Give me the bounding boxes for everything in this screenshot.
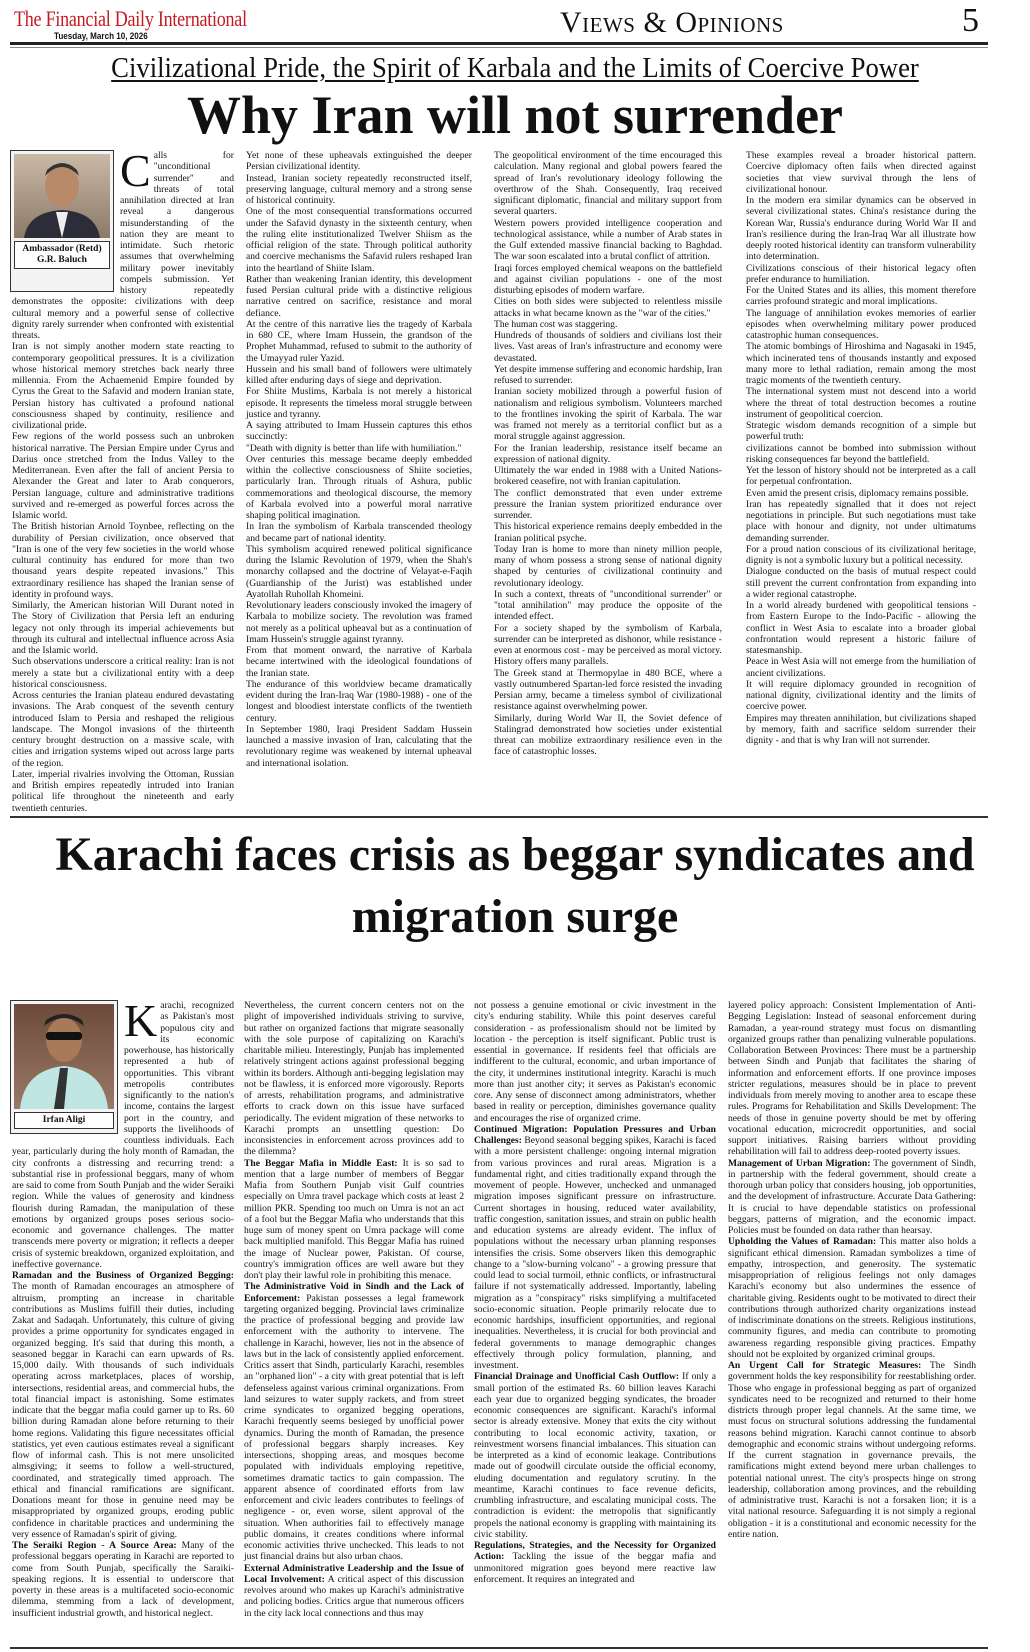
paragraph-text: Cities on both sides were subjected to relentless missile attacks in what became known as the "war of the cities." [494,296,722,319]
paragraph-text: Many of the professional beggars operating in Karachi are reported to come from South Punjab, specifically the Saraiki-speaking regions. It is essential to underscore that poverty in these areas is a multifaceted socio-economic dilemma, stemming from a lack of development, insufficient industrial growth, and historical neglect. [12,1540,234,1619]
issue-date: Tuesday, March 10, 2026 [54,31,148,41]
paragraph-text: Strategic wisdom demands recognition of a simple but powerful truth: [746,420,976,443]
paragraph-text: Hussein and his small band of followers were ultimately killed after enduring days of siege and deprivation. [246,363,472,386]
author-name: G.R. Baluch [37,255,87,265]
paragraph-text: Tackling the issue of the beggar mafia and unmonitored migration goes beyond mere reactive law enforcement. It requires an integrated and [474,1551,716,1585]
subheading: Ramadan and the Business of Organized Begging: [12,1270,234,1281]
paragraph [494,623,722,657]
paragraph-text: Across centuries the Iranian plateau endured devastating invasions. The Arab conquest of the seventh century introduced Islam to Persia and reshaped the religious landscape. The Mongol invasions of the thirteenth century brought destruction on a massive scale, with cities and irrigation systems wiped out across large parts of the region. [12,690,234,769]
subheading: The Seraiki Region - A Source Area: [12,1540,177,1551]
paragraph [494,330,722,364]
paragraph-text: In the modern era similar dynamics can be observed in several civilizational states. China's resistance during the Korean War, Russia's endurance during World War II and Iran's resilience during the Iran-Iraq War all illustrate how deeply rooted historical identity can transform vulnerability into determination. [746,195,976,263]
paragraph [12,1540,234,1619]
paragraph [494,668,722,713]
paragraph-text: Iraqi forces employed chemical weapons on the battlefield and against civilian populations - one of the most disturbing episodes of modern warfare. [494,262,722,296]
paragraph-text: Yet despite immense suffering and economic hardship, Iran refused to surrender. [494,363,722,386]
paragraph-text: Iranian society mobilized through a powerful fusion of nationalism and religious symbolism. Volunteers marched to the frontlines invoking the spirit of Karbala. The war was framed not merely as a territorial conflict but as a moral struggle against aggression. [494,386,722,443]
paragraph [728,1000,976,1158]
paragraph [746,499,976,544]
paragraph [494,713,722,758]
header-rule [10,42,988,45]
paragraph [746,566,976,600]
paragraph-text: Today Iran is home to more than ninety million people, many of whom possess a strong sense of national dignity shaped by centuries of civilizational continuity and revolutionary ideology. [494,543,722,589]
paragraph [246,319,472,364]
paragraph-text: This historical experience remains deeply embedded in the Iranian political psyche. [494,521,722,544]
paragraph [246,600,472,645]
paragraph-text: From that moment onward, the narrative of Karbala became intertwined with the ideological foundations of the Iranian state. [246,645,472,679]
paragraph [494,296,722,319]
paragraph [494,443,722,466]
drop-cap: K [124,995,158,1046]
paragraph-text: This matter also holds a significant ethical dimension. Ramadan symbolizes a time of empathy, introspection, and generosity. The systematic misappropriation of religious feelings not only damages Karachi's economy but also undermines the essence of charitable giving. Residents ought to be motivated to direct their contributions through authorized charity organizations instead of indiscriminate donations on the streets. Religious institutions, community figures, and media can contribute to promoting awareness regarding responsible giving practices. Empathy should not be exploited by organized criminal groups. [728,1236,976,1360]
paragraph-text: Peace in West Asia will not emerge from the humiliation of ancient civilizations. [746,656,976,679]
paragraph-text: At the centre of this narrative lies the tragedy of Karbala in 680 CE, where Imam Hussein, the grandson of the Prophet Muhammad, refused to submit to the authority of the Umayyad ruler Yazid. [246,318,472,364]
subheading: Regulations, Strategies, and the Necessity for Organized Action: [474,1540,716,1563]
paragraph [746,263,976,286]
paragraph-text: History offers many parallels. [494,656,609,668]
paragraph [244,1563,464,1619]
paragraph [246,420,472,443]
paragraph-text: Nevertheless, the current concern centers not on the plight of impoverished individuals striving to survive, but rather on organized factions that migrate seasonally with the sole purpose of capitalizing on Karachi's charitable milieu. Interestingly, Punjab has implemented relatively stringent actions against professional begging within its borders. Although anti-begging legislation may not be flawless, it is enforced more vigorously. Reports of arrests, rehabilitation programs, and administrative efforts to crack down on this issue have surfaced periodically. The evident migration of these networks to Karachi prompts an unsettling question: Do inconsistencies in enforcement across provinces add to the dilemma? [244,1000,464,1158]
paragraph [494,521,722,544]
paragraph-text: A saying attributed to Imam Hussein captures this ethos succinctly: [246,420,472,443]
paragraph-text: alls for "unconditional surrender" and threats of total annihilation directed at Iran reveal a dangerous misunderstanding of the nation they are meant to intimidate. Such rhetoric assumes that overwhelming military power inevitably compels submission. Yet history repeatedly demonstrates the opposite: civilizations with deep cultural memory and a powerful sense of collective dignity rarely surrender when confronted with existential threats. [12,150,234,341]
paragraph-text: This symbolism acquired renewed political significance during the Islamic Revolution of 1979, when the Shah's monarchy collapsed and the doctrine of Velayat-e-Faqih (Guardianship of the Jurist) was established under Ayatollah Ruhollah Khomeini. [246,543,472,600]
paragraph [246,443,472,454]
paragraph [246,364,472,387]
paragraph [246,645,472,679]
paragraph-text: arachi, recognized as Pakistan's most populous city and its economic powerhouse, has historically represented a hub of opportunities. This vibrant metropolis contributes significantly to the nation's income, contains the largest port in the country, and supports the livelihoods of countless individuals. Each year, particularly during the holy month of Ramadan, the city confronts a distressing and recurring trend: a substantial rise in professional beggars, many of whom are said to come from South Punjab and the wider Seraiki region. While the values of generosity and kindness flourish during Ramadan, the manipulation of these emotions by organized groups poses serious socio-economic and governance challenges. The matter transcends mere poverty or migration; it reflects a deeper crisis of systemic breakdown, organized exploitation, and ineffective governance. [12,1000,234,1270]
paragraph-text: The language of annihilation evokes memories of earlier episodes when overwhelming military power produced catastrophic human consequences. [746,307,976,341]
paragraph [746,420,976,443]
subheading: Financial Drainage and Unofficial Cash Outflow: [474,1371,680,1383]
paragraph-text: For Shiite Muslims, Karbala is not merely a historical episode. It represents the timeless moral struggle between justice and tyranny. [246,386,472,420]
paragraph [12,769,234,814]
paragraph [494,488,722,522]
subheading: The Administrative Void in Sindh and the Lack of Enforcement: [244,1281,464,1304]
article2-column-4 [728,1000,976,1540]
paragraph-text: The month of Ramadan encourages an atmosphere of altruism, prompting an increase in charitable contributions as Muslims fulfill their duties, including Zakat and Sadaqah. Unfortunately, this culture of giving provides a prime opportunity for syndicates engaged in organized begging. It's said that during this month, a seasoned beggar in Karachi can earn upwards of Rs. 15,000 daily. With thousands of such individuals operating across marketplaces, places of worship, intersections, residential areas, and commercial hubs, the total financial impact is astonishing. Some estimates indicate that the beggar mafia could garner up to Rs. 60 billion during Ramadan alone before returning to their home regions. Validating this figure necessitates official statistics, yet even cautious estimates reveal a significant flow of informal cash. This is not mere unsolicited almsgiving; it seems to follow a well-structured, coordinated, and strategically timed approach. The ethical and financial ramifications are significant. Donations meant for those in genuine need may be misappropriated by organized groups, eroding public confidence in charitable practices and undermining the very essence of Ramadan's spirit of giving. [12,1281,234,1540]
paragraph [494,386,722,442]
paragraph-text: These examples reveal a broader historical pattern. Coercive diplomacy often fails when directed against societies that view survival through the lens of civilizational honour. [746,150,976,195]
paragraph-text: It will require diplomacy grounded in recognition of national dignity, civilizational identity and the limits of coercive power. [746,678,976,713]
article2-column-1 [12,995,234,1619]
paragraph [494,364,722,387]
masthead-logo: The Financial Daily International [14,6,247,31]
article2-headline: Karachi faces crisis as beggar syndicates and migration surge [55,828,975,943]
paragraph [246,454,472,522]
drop-cap: C [120,145,151,196]
paragraph-text: Revolutionary leaders consciously invoked the imagery of Karbala to mobilize society. The revolution was framed not merely as a political upheaval but as a continuation of Imam Hussein's struggle against tyranny. [246,600,472,645]
paragraph-text: In such a context, threats of "unconditional surrender" or "total annihilation" may produce the opposite of the intended effect. [494,588,722,623]
subheading: External Administrative Leadership and the Issue of Local Involvement: [244,1562,464,1585]
paragraph [12,1270,234,1540]
paragraph-text: For the United States and its allies, this moment therefore carries profound strategic and moral implications. [746,285,976,308]
paragraph [246,386,472,420]
paragraph [494,218,722,263]
paragraph-text: Western powers provided intelligence cooperation and technological assistance, while a number of Arab states in the Gulf extended massive financial backing to Baghdad. The war soon escalated into a brutal conflict of attrition. [494,217,722,263]
paragraph-text: Ultimately the war ended in 1988 with a United Nations-brokered ceasefire, not with Iranian capitulation. [494,465,722,488]
paragraph-text: Civilizations conscious of their historical legacy often prefer endurance to humiliation. [746,262,976,285]
paragraph-text: In September 1980, Iraqi President Saddam Hussein launched a massive invasion of Iran, calculating that the revolutionary regime was weakened by internal upheaval and international isolation. [246,723,472,769]
paragraph [746,150,976,195]
paragraph [474,1371,716,1540]
paragraph [728,1158,976,1237]
subheading: Upholding the Values of Ramadan: [728,1236,877,1248]
paragraph [746,308,976,342]
paragraph-text: For a society shaped by the symbolism of Karbala, surrender can be interpreted as dishonor, while resistance - even at enormous cost - may be perceived as moral victory. [494,622,722,656]
paragraph [746,656,976,679]
photo-spacer [12,150,120,296]
paragraph [12,656,234,690]
article2-column-3 [474,1000,716,1585]
paragraph [474,1000,716,1124]
paragraph-text: One of the most consequential transformations occurred under the Safavid dynasty in the sixteenth century, when the ruling elite institutionalized Twelver Shiism as the official religion of the state. Through political authority and coercive mechanisms the Safavid rulers reshaped Iran into the heartland of Shiite Islam. [246,206,472,274]
paragraph-text: Beyond seasonal begging spikes, Karachi is faced with a more persistent challenge: ongoing internal migration from various provinces and rural areas. Migration is a fundamental right, and cities traditionally expand through the movement of people. However, unchecked and unmanaged migration imposes significant pressure on infrastructure. Current shortages in housing, reduced water availability, traffic congestion, sanitation issues, and strain on public health and education systems are already evident. The influx of populations without the necessary urban planning responses intensifies the crisis. Some observers liken this demographic change to a "slow-burning volcano" - a growing pressure that could lead to social turmoil, ethnic conflicts, or infrastructural failure if not systematically addressed. Importantly, labeling migration as a "conspiracy" risks simplifying a multifaceted socio-economic situation. People primarily relocate due to economic hardships, insufficient opportunities, and regional inequalities. Nevertheless, it is crucial for both provincial and federal governments to manage demographic changes effectively through policy formulation, planning, and investment. [474,1135,716,1371]
article1-kicker: Civilizational Pride, the Spirit of Karbala and the Limits of Coercive Power [111,52,919,84]
paragraph [494,263,722,297]
paragraph [246,173,472,207]
paragraph [246,206,472,274]
paragraph-text: Empires may threaten annihilation, but civilizations shaped by memory, faith and sacrifice seldom surrender their dignity - and that is why Iran will not surrender. [746,712,976,746]
paragraph-text: It is so sad to mention that a large number of members of Beggar Mafia from Southern Punjab visit Gulf countries especially on Umra travel package which costs at least 2 million PKR. Spending too much on Umra is not an act of a fool but the Beggar Mafia who understands that this huge sum of money spent on Umra package will come back multiplied manifold. This Beggar Mafia has ruined the image of Nuclear power, Pakistan. Of course, country's immigration offices are well aware but they don't play their lawful role in prohibiting this menace. [244,1157,464,1281]
author-caption: Irfan Aligi [14,1112,114,1129]
paragraph-text: Rather than weakening Iranian identity, this development fused Persian cultural pride with a distinctive religious narrative centred on sacrifice, resistance and moral defiance. [246,273,472,319]
paragraph [746,544,976,567]
paragraph-text: In Iran the symbolism of Karbala transcended theology and became part of national identity. [246,521,472,544]
paragraph [12,341,234,431]
article1-column-1 [12,145,234,814]
subheading: Management of Urban Migration: [728,1157,871,1169]
subheading: The Beggar Mafia in Middle East: [244,1157,398,1169]
author-title: Ambassador (Retd) [22,244,102,254]
paragraph-text: Similarly, during World War II, the Soviet defence of Stalingrad demonstrated how societies under existential threat can mobilize extraordinary resilience even in the face of catastrophic losses. [494,712,722,758]
paragraph [12,600,234,656]
paragraph-text: Hundreds of thousands of soldiers and civilians lost their lives. Vast areas of Iran's infrastructure and economy were devastated. [494,330,722,364]
paragraph-text: The endurance of this worldview became dramatically evident during the Iran-Iraq War (1980-1988) - one of the longest and bloodiest interstate conflicts of the twentieth century. [246,678,472,724]
paragraph [246,544,472,600]
paragraph-text: For a proud nation conscious of its civilizational heritage, dignity is not a symbolic luxury but a political necessity. [746,543,976,566]
paragraph-text: layered policy approach: Consistent Implementation of Anti-Begging Legislation: Instead of seasonal enforcement during Ramadan, a year-round strategy must focus on dismantling organized groups rather than penalizing vulnerable populations. Collaboration Between Provinces: There must be a partnership between Sindh and Punjab that facilitates the sharing of information and enforcement efforts. If one province imposes stricter regulations, measures should be in place to prevent individuals from merely moving to another area to escape these rules. Programs for Rehabilitation and Skills Development: The needs of those in genuine poverty should be met by offering vocational education, microcredit opportunities, and social support initiatives. Raising barriers without providing rehabilitation will fail to address deep-rooted poverty issues. [728,1000,976,1158]
header-rule-thin [10,47,988,48]
subheading: An Urgent Call for Strategic Measures: [728,1360,922,1371]
article2-column-2 [244,1000,464,1619]
paragraph-text: Iran is not simply another modern state reacting to contemporary geopolitical pressures. It is a civilization whose historical memory stretches back nearly three millennia. From the Achaemenid Empire founded by Cyrus the Great to the Safavid and modern Iranian state, Persian history has cultivated a profound national consciousness shaped by continuity, resilience and civilizational pride. [12,341,234,431]
paragraph [746,465,976,488]
paragraph-text: For the Iranian leadership, resistance itself became an expression of national dignity. [494,442,722,465]
article-divider [10,816,988,818]
page-number: 5 [962,2,979,39]
paragraph [746,285,976,308]
paragraph-text: Few regions of the world possess such an unbroken historical narrative. The Persian Empire under Cyrus and Darius once stretched from the Indus Valley to the Mediterranean. Even after the fall of ancient Persia to Alexander the Great and later to Arab conquerors, Persian language, culture and administrative traditions survived and re-emerged as powerful forces across the Islamic world. [12,431,234,521]
paragraph-text: The Greek stand at Thermopylae in 480 BCE, where a vastly outnumbered Spartan-led force resisted the invading Persian army, became a timeless symbol of civilizational resistance against overwhelming power. [494,667,722,713]
paragraph-text: Yet the lesson of history should not be interpreted as a call for perpetual confrontation. [746,465,976,488]
paragraph-text: Instead, Iranian society repeatedly reconstructed itself, preserving language, cultural memory and a strong sense of historical continuity. [246,172,472,206]
paragraph-text: Even amid the present crisis, diplomacy remains possible. [746,487,969,499]
paragraph-text: The atomic bombings of Hiroshima and Nagasaki in 1945, which incinerated tens of thousands instantly and exposed many more to lethal radiation, remain among the most tragic moments of the twentieth century. [746,341,976,386]
paragraph [746,600,976,656]
paragraph-text: civilizations cannot be bombed into submission without risking consequences far beyond the battlefield. [746,442,976,465]
paragraph [244,1000,464,1158]
section-title: Views & Opinions [560,6,784,39]
paragraph-text: not possess a genuine emotional or civic investment in the city's enduring stability. While this point deserves careful consideration - as professionalism should not be limited by location - the perception is itself significant. Public trust is essential in governance. If residents feel that officials are indifferent to the cultural, economic, and urban importance of the city, it undermines institutional integrity. Karachi is much more than just another city; it serves as Pakistan's economic core. Any sense of disconnect among administrators, whether based in reality or perception, diminishes governance quality and encourages the rise of organized crime. [474,1000,716,1124]
footer-rule [10,1647,988,1649]
paragraph-text: Iran has repeatedly signalled that it does not reject negotiations in principle. But such negotiations must take place with honour and dignity, not under ultimatums demanding surrender. [746,498,976,544]
paragraph [474,1124,716,1372]
paragraph [728,1360,976,1540]
paragraph-text: The international system must not descend into a world where the threat of total destruction becomes a routine instrument of geopolitical coercion. [746,386,976,420]
paragraph-text: If only a small portion of the estimated Rs. 60 billion leaves Karachi each year due to organized begging syndicates, the broader economic consequences are significant. Karachi's informal sector is already extensive. Money that exits the city without contributing to local economic activity, taxation, or reinvestment worsens financial imbalances. This situation can be interpreted as a kind of economic leakage. Contributions made out of goodwill circulate outside the official economy, eluding documentation and regulatory scrutiny. In the meantime, Karachi continues to face revenue deficits, crumbling infrastructure, and escalating municipal costs. The contradiction is evident: the metropolis that significantly propels the national economy is grappling with maintaining its civic stability. [474,1371,716,1540]
paragraph-text: The government of Sindh, in partnership with the federal government, should create a thorough urban policy that considers housing, job opportunities, and the development of infrastructure. Accurate Data Gathering: It is crucial to have dependable statistics on professional beggars, patterns of migration, and the economic impact. Policies must be founded on data rather than hearsay. [728,1157,976,1236]
paragraph [12,521,234,600]
paragraph [746,195,976,263]
paragraph-text: Dialogue conducted on the basis of mutual respect could still prevent the current confrontation from expanding into a wider regional catastrophe. [746,566,976,600]
paragraph [244,1158,464,1282]
paragraph [494,465,722,488]
subheading: Continued Migration: Population Pressures and Urban Challenges: [474,1123,716,1146]
paragraph [494,544,722,589]
paragraph [494,589,722,623]
paragraph-text: "Death with dignity is better than life with humiliation." [246,442,462,454]
article1-headline: Why Iran will not surrender [186,85,844,145]
paragraph [246,274,472,319]
paragraph [746,341,976,386]
paragraph-text: Such observations underscore a critical reality: Iran is not merely a state but a civilizational entity with a deep historical consciousness. [12,656,234,690]
article1-column-4 [746,150,976,746]
paragraph [746,386,976,420]
paragraph [12,690,234,769]
paragraph [246,679,472,724]
photo-spacer [12,1000,124,1138]
paragraph-text: Yet none of these upheavals extinguished the deeper Persian civilizational identity. [246,150,472,173]
paragraph-text: A critical aspect of this discussion revolves around who makes up Karachi's administrative and policing bodies. Critics argue that numerous officers in the city lack local connections and thus may [244,1573,464,1619]
paragraph [746,713,976,747]
paragraph-text: Pakistan possesses a legal framework targeting organized begging. Provincial laws criminalize the practice of professional begging and provide law enforcement with the authority to intervene. The challenge in Karachi, however, lies not in the absence of laws but in the lack of consistently applied enforcement. Critics assert that Sindh, particularly Karachi, resembles an "orphaned lion" - a city with great potential that is left defenseless against various criminal organizations. From land seizures to water supply rackets, and from street crime syndicates to organized begging operations, Karachi frequently seems besieged by unofficial power dynamics. During the month of Ramadan, the presence of professional beggars sharply increases. Key intersections, shopping areas, and mosques become populated with individuals employing repetitive, sometimes dramatic tactics to gain compassion. The apparent absence of coordinated efforts from law enforcement and civic leaders contributes to feelings of negligence - or, even worse, silent approval of the situation. When authorities fail to effectively manage public domains, it creates conditions where informal economic activities thrive unchecked. This leads to not just financial drains but also urban chaos. [244,1292,464,1563]
paragraph-text: The geopolitical environment of the time encouraged this calculation. Many regional and global powers feared the spread of Iran's revolutionary ideology following the overthrow of the Shah. Consequently, Iraq received significant diplomatic, financial and military support from several quarters. [494,150,722,218]
paragraph-text: The British historian Arnold Toynbee, reflecting on the durability of Persian civilization, once observed that "Iran is one of the very few societies in the world whose cultural continuity has endured for more than two thousand years despite repeated invasions." This extraordinary resilience has shaped the Iranian sense of identity in profound ways. [12,521,234,600]
paragraph [494,319,722,330]
paragraph-text: The conflict demonstrated that even under extreme pressure the Iranian system prioritized endurance over surrender. [494,487,722,521]
paragraph [12,431,234,521]
paragraph [746,443,976,466]
paragraph [246,521,472,544]
paragraph-text: In a world already burdened with geopolitical tensions - from Eastern Europe to the Indo-Pacific - allowing the conflict in West Asia to escalate into a broader global confrontation would represent a historic failure of statesmanship. [746,600,976,656]
paragraph [728,1236,976,1360]
paragraph [494,656,722,667]
paragraph-text: Later, imperial rivalries involving the Ottoman, Russian and British empires repeatedly intruded into Iranian political life throughout the nineteenth and early twentieth centuries. [12,768,234,814]
paragraph-text: The Sindh government holds the key responsibility for reestablishing order. Those who engage in professional begging as part of organized syndicates need to be recognized and returned to their home districts through proper legal channels. At the same time, we must focus on structural solutions addressing the fundamental reasons behind migration. Karachi cannot continue to absorb demographic and economic strains without undergoing reforms. If the current stagnation in governance prevails, the ramifications might extend beyond mere urban challenges to potential national unrest. The city's prospects hinge on strong leadership, collaboration among provinces, and the rebuilding of administrative trust. Karachi is not a forsaken lion; it is a vital national resource. Safeguarding it is not simply a regional obligation - it is a constitutional and economic necessity for the entire nation. [728,1360,976,1540]
paragraph [244,1281,464,1562]
article1-column-3 [494,150,722,758]
paragraph [746,488,976,499]
paragraph [246,150,472,173]
article1-column-2 [246,150,472,769]
paragraph [494,150,722,218]
paragraph [246,724,472,769]
paragraph [474,1540,716,1585]
paragraph-text: Over centuries this message became deeply embedded within the collective consciousness of Shiite societies, particularly Iran. Through rituals of Ashura, public commemorations and theological discourse, the memory of Karbala evolved into a powerful moral narrative shaping political imagination. [246,453,472,521]
paragraph [746,679,976,713]
paragraph-text: The human cost was staggering. [494,318,618,330]
paragraph-text: Similarly, the American historian Will Durant noted in The Story of Civilization that Persia left an enduring legacy not only through its imperial achievements but through its cultural and intellectual influence across Asia and the Islamic world. [12,600,234,656]
